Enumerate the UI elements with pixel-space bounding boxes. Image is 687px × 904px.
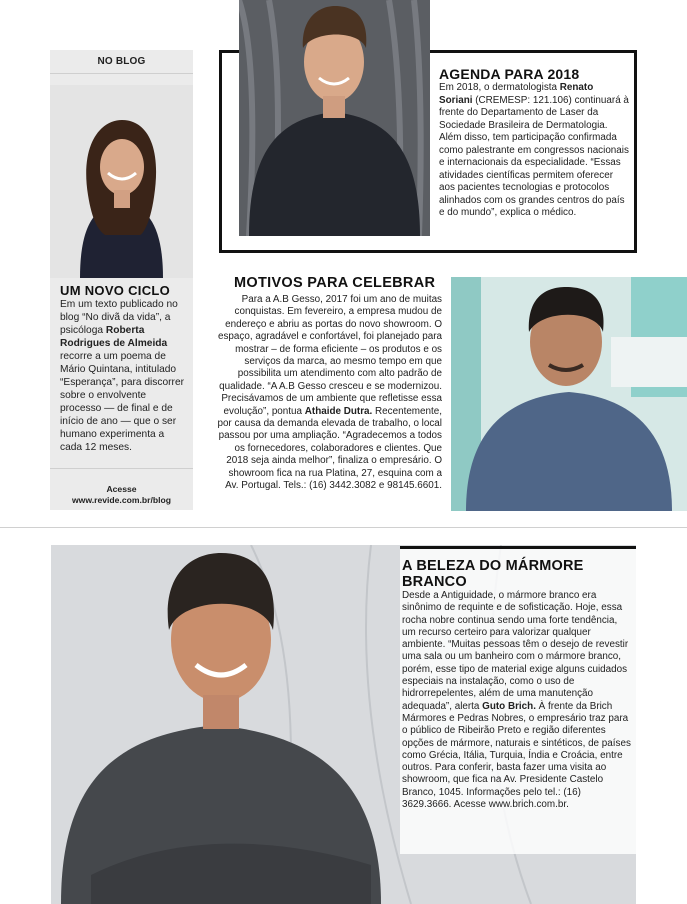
marmore-body-name: Guto Brich. [482, 700, 536, 712]
agenda-body-text-2: (CREMESP: 121.106) continuará à frente do Departamento de Laser da Sociedade Brasileira de Dermatologia. Além disso, tem participação confirmada como palestrante em congressos nacionais e internacionais da especialidade. “Essas atividades científicas permitem oferecer aos pacientes tecnologias e protocolos alinhados com os grandes centros do país e do mundo”, explica o médico. [439, 94, 629, 218]
sidebar-divider-bottom [50, 468, 193, 469]
section-divider [0, 527, 687, 528]
sidebar-body [60, 298, 188, 454]
sidebar-body-text-2: recorre a um poema de Mário Quintana, intitulado “Esperança”, para discorrer sobre o envolvente processo — de final e de início de ano — que o ser humano experimenta a cada 12 meses. [60, 351, 184, 453]
motivos-body-name: Athaide Dutra. [304, 405, 373, 417]
sidebar-footer [50, 484, 193, 506]
agenda-title: AGENDA PARA 2018 [439, 66, 580, 82]
sidebar-label: NO BLOG [97, 56, 146, 67]
motivos-title: MOTIVOS PARA CELEBRAR [234, 275, 436, 291]
sidebar-footer-link[interactable]: www.revide.com.br/blog [71, 495, 171, 505]
sidebar-footer-label: Acesse [106, 484, 137, 494]
marmore-body-text-2: À frente da Brich Mármores e Pedras Nobres, o empresário traz para o público de Ribeirão Preto e região diferentes opções de mármore, naturais e sintéticos, de países como Grécia, Itália, Turquia, Índia e Croácia, entre outros. Para conferir, basta fazer uma visita ao showroom, que fica na Av. Presidente Castelo Branco, 1045. Informações pelo tel.: (16) 3629.3666. Acesse www.brich.com.br. [402, 700, 631, 811]
motivos-body [216, 294, 442, 493]
motivos-body-text-2: Recentemente, por causa da demanda elevada de trabalho, o local passou por uma ampliação. “Agradecemos a todos os fornecedores, colaboradores e clientes. Que 2018 seja ainda melhor”, finaliza o empresário. O showroom fica na rua Platina, 27, esquina com a Av. Portugal. Tels.: (16) 3442.3082 e 98145.6601. [217, 405, 442, 492]
marmore-body [402, 590, 632, 811]
blog-sidebar [50, 50, 193, 510]
sidebar-photo-roberta [50, 85, 193, 278]
sidebar-title: UM NOVO CICLO [60, 283, 171, 298]
marmore-body-text-1: Desde a Antiguidade, o mármore branco era sinônimo de requinte e de sofisticação. Hoje, essa rocha nobre continua sendo uma forte tendência, um recurso certeiro para valorizar qualquer ambiente. “Muitas pessoas têm o desejo de revestir uma sala ou um banheiro com o mármore branco, porém, esse tipo de material exige alguns cuidados especiais na instalação, como o uso de hidrorrepelentes, além de uma manutenção adequada”, alerta [402, 590, 629, 712]
sidebar-body-text-1: Em um texto publicado no blog “No divã da vida”, a psicóloga [60, 299, 178, 336]
agenda-photo-renato [239, 0, 430, 236]
sidebar-body-name: Roberta Rodrigues de Almeida [60, 325, 168, 349]
motivos-photo-athaide [451, 277, 687, 511]
agenda-body-text-1: Em 2018, o dermatologista [439, 82, 560, 93]
agenda-body [439, 82, 629, 220]
sidebar-divider [50, 73, 193, 74]
marmore-title: A BELEZA DO MÁRMORE BRANCO [402, 558, 584, 590]
agenda-body-name: Renato Soriani [439, 82, 594, 106]
motivos-body-text-1: Para a A.B Gesso, 2017 foi um ano de muitas conquistas. Em fevereiro, a empresa mudou de endereço e abriu as portas do novo showroom. O espaço, agradável e confortável, foi planejado para mostrar – de forma eficiente – os produtos e os serviços da marca, ao mesmo tempo em que possibilita um atendimento com alto padrão de qualidade. “A A.B Gesso cresceu e se modernizou. Precisávamos de um ambiente que refletisse essa evolução”, pontua [218, 294, 442, 417]
